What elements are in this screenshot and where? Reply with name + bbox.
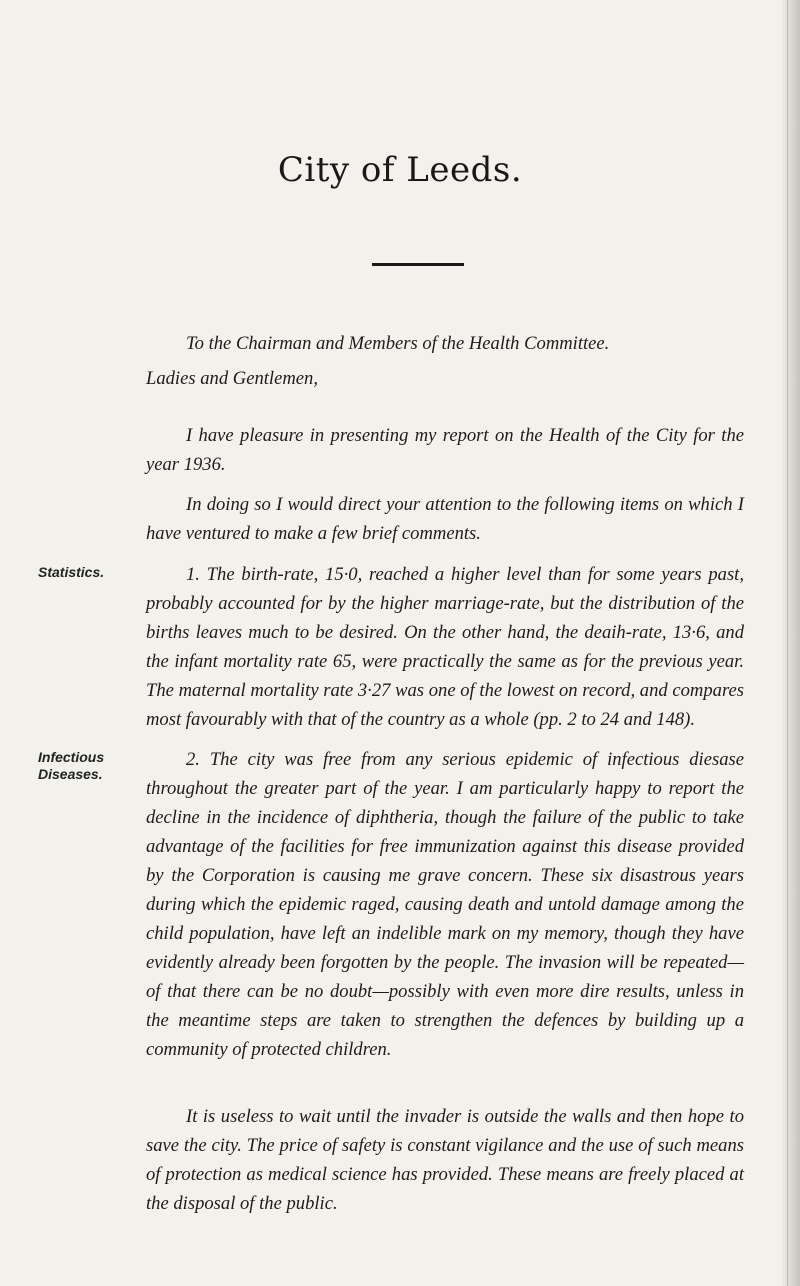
- title-rule: [372, 263, 464, 266]
- page-edge-shadow: [787, 0, 788, 1286]
- statistics-paragraph-text: 1. The birth-rate, 15·0, reached a higher level than for some years past, probably accounted for by the higher marriage-rate, but the distribution of the births leaves much to be desired. On the other hand, the deaih-rate, 13·6, and the infant mortality rate 65, were practically the same as for the previous year. The maternal mortality rate 3·27 was one of the lowest on record, and compares most favourably with that of the country as a whole (pp. 2 to 24 and 148).: [146, 564, 744, 730]
- page-title: City of Leeds.: [277, 150, 523, 190]
- closing-paragraph-text: It is useless to wait until the invader is outside the walls and then hope to save the city. The price of safety is constant vigilance and the use of such means of protection as medical science has provided. These means are freely placed at the disposal of the public.: [146, 1106, 744, 1214]
- infectious-diseases-paragraph-text: 2. The city was free from any serious epidemic of infectious diesase throughout the greater part of the year. I am particularly happy to report the decline in the incidence of diphtheria, though the failure of the public to take advantage of the facilities for free immunization against this disease provided by the Corporation is causing me grave concern. These six disastrous years during which the epidemic raged, causing death and untold damage among the child population, have left an indelible mark on my memory, though they have evidently already been forgotten by the people. The invasion will be repeated— of that there can be no doubt—possibly with even more dire results, unless in the meantime steps are taken to strengthen the defences by building up a community of protected children.: [146, 749, 744, 1060]
- margin-note-infectious-diseases: [38, 749, 104, 783]
- greeting: Ladies and Gentlemen,: [146, 368, 318, 389]
- margin-note-infectious-line2: Diseases.: [38, 766, 103, 782]
- intro-paragraph-1: [146, 421, 744, 479]
- intro-paragraph-2: [146, 490, 744, 548]
- infectious-diseases-paragraph: [146, 745, 744, 1064]
- margin-note-infectious-line1: Infectious: [38, 749, 105, 765]
- greeting-block: [146, 364, 744, 393]
- page-edge: [782, 0, 800, 1286]
- closing-paragraph: [146, 1102, 744, 1218]
- addressee-line: To the Chairman and Members of the Health Committee.: [186, 333, 610, 354]
- intro-paragraph-1-text: I have pleasure in presenting my report on the Health of the City for the year 1936.: [146, 425, 744, 475]
- intro-paragraph-2-text: In doing so I would direct your attention to the following items on which I have ventured to make a few brief comments.: [146, 494, 744, 544]
- statistics-paragraph: [146, 560, 744, 734]
- margin-note-statistics: Statistics.: [38, 564, 105, 580]
